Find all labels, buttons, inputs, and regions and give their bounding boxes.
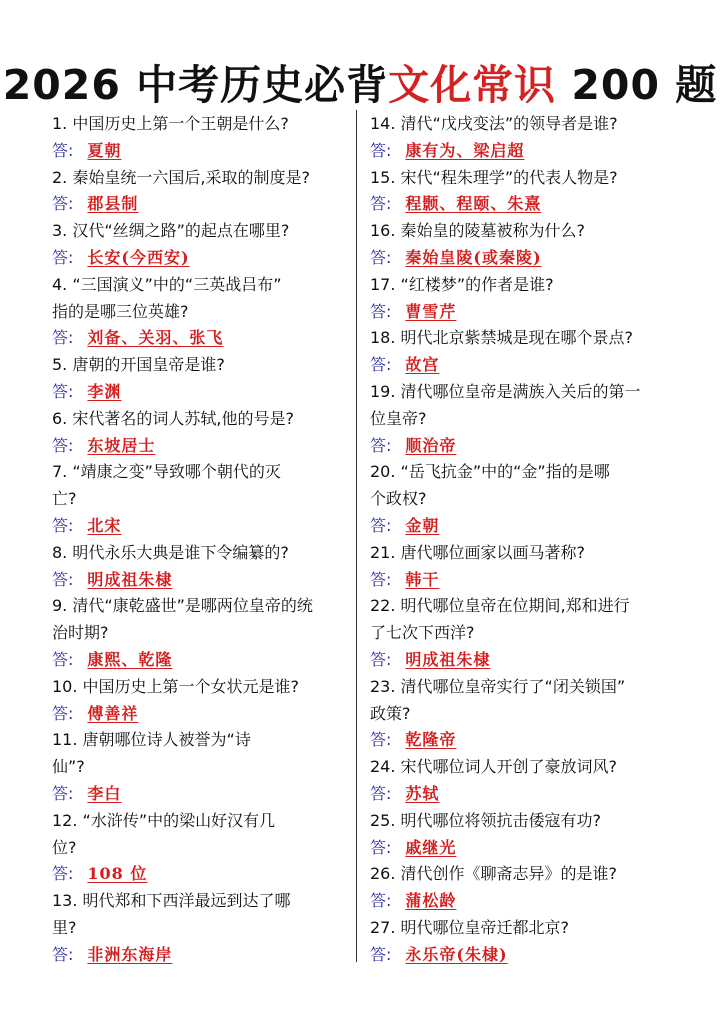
question-text: 15. 宋代“程朱理学”的代表人物是? — [370, 167, 618, 187]
question-text: 治时期? — [52, 623, 109, 643]
answer-line — [370, 513, 670, 540]
answer-label: 答: — [370, 730, 392, 750]
answer-line — [370, 647, 670, 674]
answer-line — [52, 701, 352, 728]
question-text: 位皇帝? — [370, 408, 427, 428]
question-line — [52, 459, 352, 486]
question-line — [52, 593, 352, 620]
answer-line — [52, 379, 352, 406]
answer-text: 故宫 — [405, 355, 440, 375]
question-text: 11. 唐朝哪位诗人被誉为“诗 — [52, 730, 251, 750]
question-line — [370, 674, 670, 701]
question-text: 24. 宋代哪位词人开创了豪放词风? — [370, 757, 618, 777]
question-line — [52, 111, 352, 138]
question-line — [370, 808, 670, 835]
answer-text: 康熙、乾隆 — [87, 649, 173, 669]
answer-text: 明成祖朱棣 — [87, 569, 173, 589]
question-text: 个政权? — [370, 489, 427, 509]
answer-line — [370, 835, 670, 862]
question-line — [370, 406, 670, 433]
question-line — [52, 272, 352, 299]
answer-text: 秦始皇陵(或秦陵) — [405, 247, 542, 267]
question-line — [52, 352, 352, 379]
question-text: 2. 秦始皇统一六国后,采取的制度是? — [52, 167, 310, 187]
question-line — [52, 165, 352, 192]
question-line — [52, 406, 352, 433]
answer-label: 答: — [52, 140, 74, 160]
answer-label: 答: — [370, 435, 392, 455]
question-line — [52, 808, 352, 835]
question-line — [52, 540, 352, 567]
question-text: 19. 清代哪位皇帝是满族入关后的第一 — [370, 381, 641, 401]
answer-line — [52, 861, 352, 888]
question-line — [370, 754, 670, 781]
answer-label: 答: — [52, 944, 74, 964]
answer-label: 答: — [52, 381, 74, 401]
answer-label: 答: — [52, 328, 74, 348]
answer-text: 蒲松龄 — [405, 891, 457, 911]
question-text: 8. 明代永乐大典是谁下令编纂的? — [52, 542, 289, 562]
answer-text: 东坡居士 — [87, 435, 156, 455]
answer-line — [370, 138, 670, 165]
answer-label: 答: — [370, 891, 392, 911]
answer-line — [52, 647, 352, 674]
question-text: 3. 汉代“丝绸之路”的起点在哪里? — [52, 221, 290, 241]
question-line — [370, 325, 670, 352]
question-text: 指的是哪三位英雄? — [52, 301, 189, 321]
answer-label: 答: — [52, 194, 74, 214]
question-text: 17. “红楼梦”的作者是谁? — [370, 274, 554, 294]
question-line — [370, 620, 670, 647]
answer-line — [370, 299, 670, 326]
answer-label: 答: — [52, 569, 74, 589]
answer-text: 刘备、关羽、张飞 — [87, 328, 224, 348]
question-line — [52, 888, 352, 915]
question-text: 亡? — [52, 489, 77, 509]
answer-line — [370, 727, 670, 754]
question-line — [52, 754, 352, 781]
answer-text: 韩干 — [405, 569, 440, 589]
question-line — [52, 299, 352, 326]
question-text: 14. 清代“戊戌变法”的领导者是谁? — [370, 114, 618, 133]
left-column — [52, 111, 352, 969]
answer-line — [370, 433, 670, 460]
question-text: 13. 明代郑和下西洋最远到达了哪 — [52, 891, 291, 911]
question-text: 7. “靖康之变”导致哪个朝代的灭 — [52, 462, 281, 482]
question-line — [370, 218, 670, 245]
question-line — [370, 701, 670, 728]
answer-label: 答: — [52, 515, 74, 535]
answer-label: 答: — [370, 355, 392, 375]
question-line — [370, 379, 670, 406]
answer-label: 答: — [52, 649, 74, 669]
answer-label: 答: — [370, 301, 392, 321]
answer-label: 答: — [52, 247, 74, 267]
answer-label: 答: — [370, 649, 392, 669]
question-line — [370, 593, 670, 620]
question-text: 了七次下西洋? — [370, 623, 475, 643]
page-title — [0, 52, 720, 111]
question-text: 18. 明代北京紫禁城是现在哪个景点? — [370, 328, 634, 348]
question-line — [52, 727, 352, 754]
answer-line — [52, 513, 352, 540]
answer-text: 康有为、梁启超 — [405, 140, 525, 160]
question-text: 6. 宋代著名的词人苏轼,他的号是? — [52, 408, 294, 428]
answer-text: 非洲东海岸 — [87, 944, 173, 964]
answer-line — [370, 781, 670, 808]
title-prefix: 2026 中考历史必背 — [2, 61, 389, 109]
question-line — [52, 218, 352, 245]
question-line — [370, 486, 670, 513]
answer-text: 108 位 — [87, 864, 148, 884]
question-line — [52, 620, 352, 647]
question-text: 10. 中国历史上第一个女状元是谁? — [52, 676, 300, 696]
question-text: 26. 清代创作《聊斋志异》的是谁? — [370, 864, 618, 884]
answer-text: 明成祖朱棣 — [405, 649, 491, 669]
answer-text: 程颢、程颐、朱熹 — [405, 194, 542, 214]
question-text: 9. 清代“康乾盛世”是哪两位皇帝的统 — [52, 596, 313, 616]
question-text: 20. “岳飞抗金”中的“金”指的是哪 — [370, 462, 610, 482]
answer-label: 答: — [370, 515, 392, 535]
answer-line — [370, 245, 670, 272]
answer-line — [370, 888, 670, 915]
answer-label: 答: — [52, 864, 74, 884]
answer-line — [52, 781, 352, 808]
answer-text: 曹雪芹 — [405, 301, 457, 321]
question-line — [370, 272, 670, 299]
question-line — [370, 459, 670, 486]
question-line — [52, 486, 352, 513]
answer-text: 长安(今西安) — [87, 247, 190, 267]
question-text: 位? — [52, 837, 77, 857]
answer-line — [370, 942, 670, 969]
answer-text: 乾隆帝 — [405, 730, 457, 750]
answer-text: 戚继光 — [405, 837, 457, 857]
question-line — [370, 111, 670, 138]
answer-line — [52, 942, 352, 969]
answer-line — [52, 245, 352, 272]
right-column — [370, 111, 670, 969]
answer-text: 金朝 — [405, 515, 440, 535]
question-text: 5. 唐朝的开国皇帝是谁? — [52, 355, 225, 375]
question-text: 16. 秦始皇的陵墓被称为什么? — [370, 221, 586, 241]
answer-label: 答: — [370, 837, 392, 857]
question-text: 22. 明代哪位皇帝在位期间,郑和进行 — [370, 596, 630, 616]
answer-text: 李白 — [87, 783, 122, 803]
answer-label: 答: — [52, 783, 74, 803]
question-line — [370, 165, 670, 192]
question-text: 27. 明代哪位皇帝迁都北京? — [370, 917, 570, 937]
answer-text: 永乐帝(朱棣) — [405, 944, 508, 964]
column-divider — [356, 110, 357, 962]
question-text: 12. “水浒传”中的梁山好汉有几 — [52, 810, 276, 830]
answer-line — [370, 191, 670, 218]
answer-line — [370, 352, 670, 379]
answer-line — [52, 325, 352, 352]
question-text: 里? — [52, 917, 77, 937]
answer-line — [52, 138, 352, 165]
answer-label: 答: — [370, 247, 392, 267]
question-line — [52, 915, 352, 942]
answer-line — [52, 433, 352, 460]
answer-text: 李渊 — [87, 381, 122, 401]
answer-text: 夏朝 — [87, 140, 122, 160]
question-text: 政策? — [370, 703, 411, 723]
answer-label: 答: — [370, 194, 392, 214]
answer-line — [52, 567, 352, 594]
answer-text: 顺治帝 — [405, 435, 457, 455]
answer-label: 答: — [370, 140, 392, 160]
answer-label: 答: — [370, 783, 392, 803]
question-text: 4. “三国演义”中的“三英战吕布” — [52, 274, 282, 294]
answer-label: 答: — [52, 703, 74, 723]
answer-label: 答: — [370, 944, 392, 964]
question-text: 23. 清代哪位皇帝实行了“闭关锁国” — [370, 676, 626, 696]
answer-text: 郡县制 — [87, 194, 139, 214]
title-highlight: 文化常识 — [388, 61, 557, 109]
question-text: 仙”? — [52, 757, 85, 777]
question-line — [370, 861, 670, 888]
answer-text: 北宋 — [87, 515, 122, 535]
question-line — [370, 540, 670, 567]
question-line — [52, 674, 352, 701]
answer-label: 答: — [370, 569, 392, 589]
question-text: 25. 明代哪位将领抗击倭寇有功? — [370, 810, 602, 830]
answer-text: 苏轼 — [405, 783, 440, 803]
answer-line — [52, 191, 352, 218]
question-line — [370, 915, 670, 942]
answer-line — [370, 567, 670, 594]
question-text: 21. 唐代哪位画家以画马著称? — [370, 542, 586, 562]
question-text: 1. 中国历史上第一个王朝是什么? — [52, 114, 289, 133]
answer-label: 答: — [52, 435, 74, 455]
answer-text: 傅善祥 — [87, 703, 139, 723]
question-line — [52, 835, 352, 862]
title-suffix: 200 题 — [556, 61, 718, 109]
